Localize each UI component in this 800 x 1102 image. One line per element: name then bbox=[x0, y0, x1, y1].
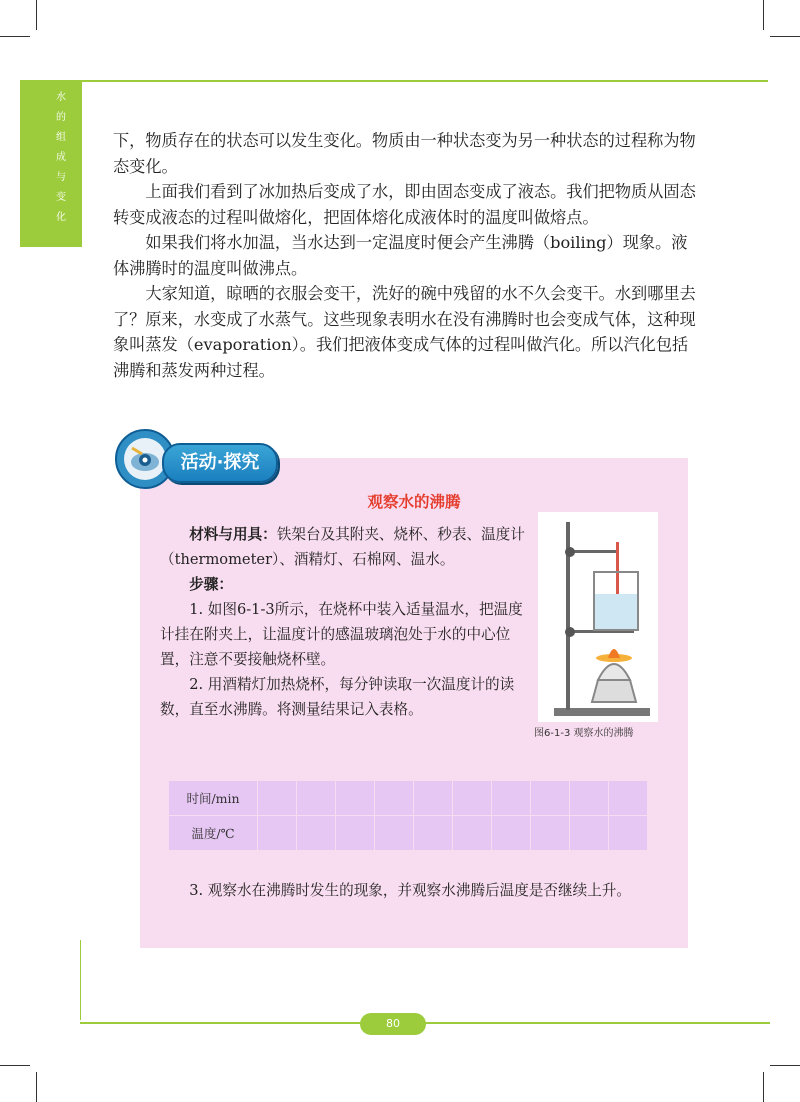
crop-mark bbox=[0, 36, 30, 37]
table-cell[interactable] bbox=[492, 781, 531, 816]
table-cell[interactable] bbox=[297, 781, 336, 816]
chapter-side-tab bbox=[20, 82, 82, 247]
crop-mark bbox=[770, 1065, 800, 1066]
materials-text: 铁架台及其附夹、烧杯、秒表、温度计（thermometer）、酒精灯、石棉网、温水。 bbox=[160, 526, 525, 568]
paragraph: 上面我们看到了冰加热后变成了水，即由固态变成了液态。我们把物质从固态转变成液态的过程叫做熔化，把固体熔化成液体时的温度叫做熔点。 bbox=[113, 182, 696, 227]
crop-mark bbox=[770, 36, 800, 37]
figure-caption: 图6-1-3 观察水的沸腾 bbox=[534, 728, 634, 739]
table-cell[interactable] bbox=[531, 781, 570, 816]
table-cell[interactable] bbox=[453, 781, 492, 816]
table-cell[interactable] bbox=[297, 816, 336, 851]
crop-mark bbox=[36, 0, 37, 30]
page-number: 80 bbox=[360, 1013, 426, 1035]
crop-mark bbox=[36, 1072, 37, 1102]
crop-mark bbox=[763, 1072, 764, 1102]
step-3-block bbox=[160, 878, 680, 903]
crop-mark bbox=[763, 0, 764, 30]
table-cell[interactable] bbox=[453, 816, 492, 851]
table-cell[interactable] bbox=[570, 816, 609, 851]
temperature-header: 温度/℃ bbox=[169, 816, 258, 851]
header-rule bbox=[20, 80, 768, 82]
step-2: 2. 用酒精灯加热烧杯，每分钟读取一次温度计的读数，直至水沸腾。将测量结果记入表格。 bbox=[160, 676, 515, 718]
paragraph: 大家知道，晾晒的衣服会变干，洗好的碗中残留的水不久会变干。水到哪里去了？原来，水变成了水蒸气。这些现象表明水在没有沸腾时也会变成气体，这种现象叫蒸发（evaporation）。我们把液体变成气体的过程叫做汽化。所以汽化包括沸腾和蒸发两种过程。 bbox=[113, 284, 696, 380]
table-cell[interactable] bbox=[258, 816, 297, 851]
chapter-tab-label: 水的组成与变化 bbox=[56, 92, 66, 223]
table-cell[interactable] bbox=[609, 781, 648, 816]
record-table bbox=[168, 780, 648, 851]
table-cell[interactable] bbox=[375, 781, 414, 816]
table-cell[interactable] bbox=[531, 816, 570, 851]
table-row bbox=[169, 781, 648, 816]
table-cell[interactable] bbox=[336, 781, 375, 816]
crop-mark bbox=[0, 1065, 30, 1066]
footer-rule-left bbox=[80, 940, 81, 1020]
table-cell[interactable] bbox=[570, 781, 609, 816]
table-cell[interactable] bbox=[258, 781, 297, 816]
step-3: 3. 观察水在沸腾时发生的现象，并观察水沸腾后温度是否继续上升。 bbox=[189, 882, 631, 899]
table-cell[interactable] bbox=[492, 816, 531, 851]
table-cell[interactable] bbox=[414, 781, 453, 816]
table-cell[interactable] bbox=[414, 816, 453, 851]
table-cell[interactable] bbox=[609, 816, 648, 851]
time-header: 时间/min bbox=[169, 781, 258, 816]
body-text bbox=[113, 128, 698, 383]
paragraph: 如果我们将水加温，当水达到一定温度时便会产生沸腾（boiling）现象。液体沸腾时的温度叫做沸点。 bbox=[113, 233, 688, 278]
step-1: 1. 如图6-1-3所示，在烧杯中装入适量温水，把温度计挂在附夹上，让温度计的感温玻璃泡处于水的中心位置，注意不要接触烧杯壁。 bbox=[160, 601, 523, 668]
activity-text bbox=[160, 522, 530, 722]
materials-label: 材料与用具： bbox=[189, 526, 277, 543]
table-row bbox=[169, 816, 648, 851]
paragraph: 下，物质存在的状态可以发生变化。物质由一种状态变为另一种状态的过程称为物态变化。 bbox=[113, 131, 696, 176]
activity-box bbox=[140, 458, 688, 948]
table-cell[interactable] bbox=[375, 816, 414, 851]
boiling-apparatus-figure bbox=[538, 512, 658, 722]
table-cell[interactable] bbox=[336, 816, 375, 851]
steps-label: 步骤： bbox=[189, 576, 233, 593]
activity-badge: 活动·探究 bbox=[162, 443, 278, 483]
activity-title: 观察水的沸腾 bbox=[367, 493, 461, 511]
